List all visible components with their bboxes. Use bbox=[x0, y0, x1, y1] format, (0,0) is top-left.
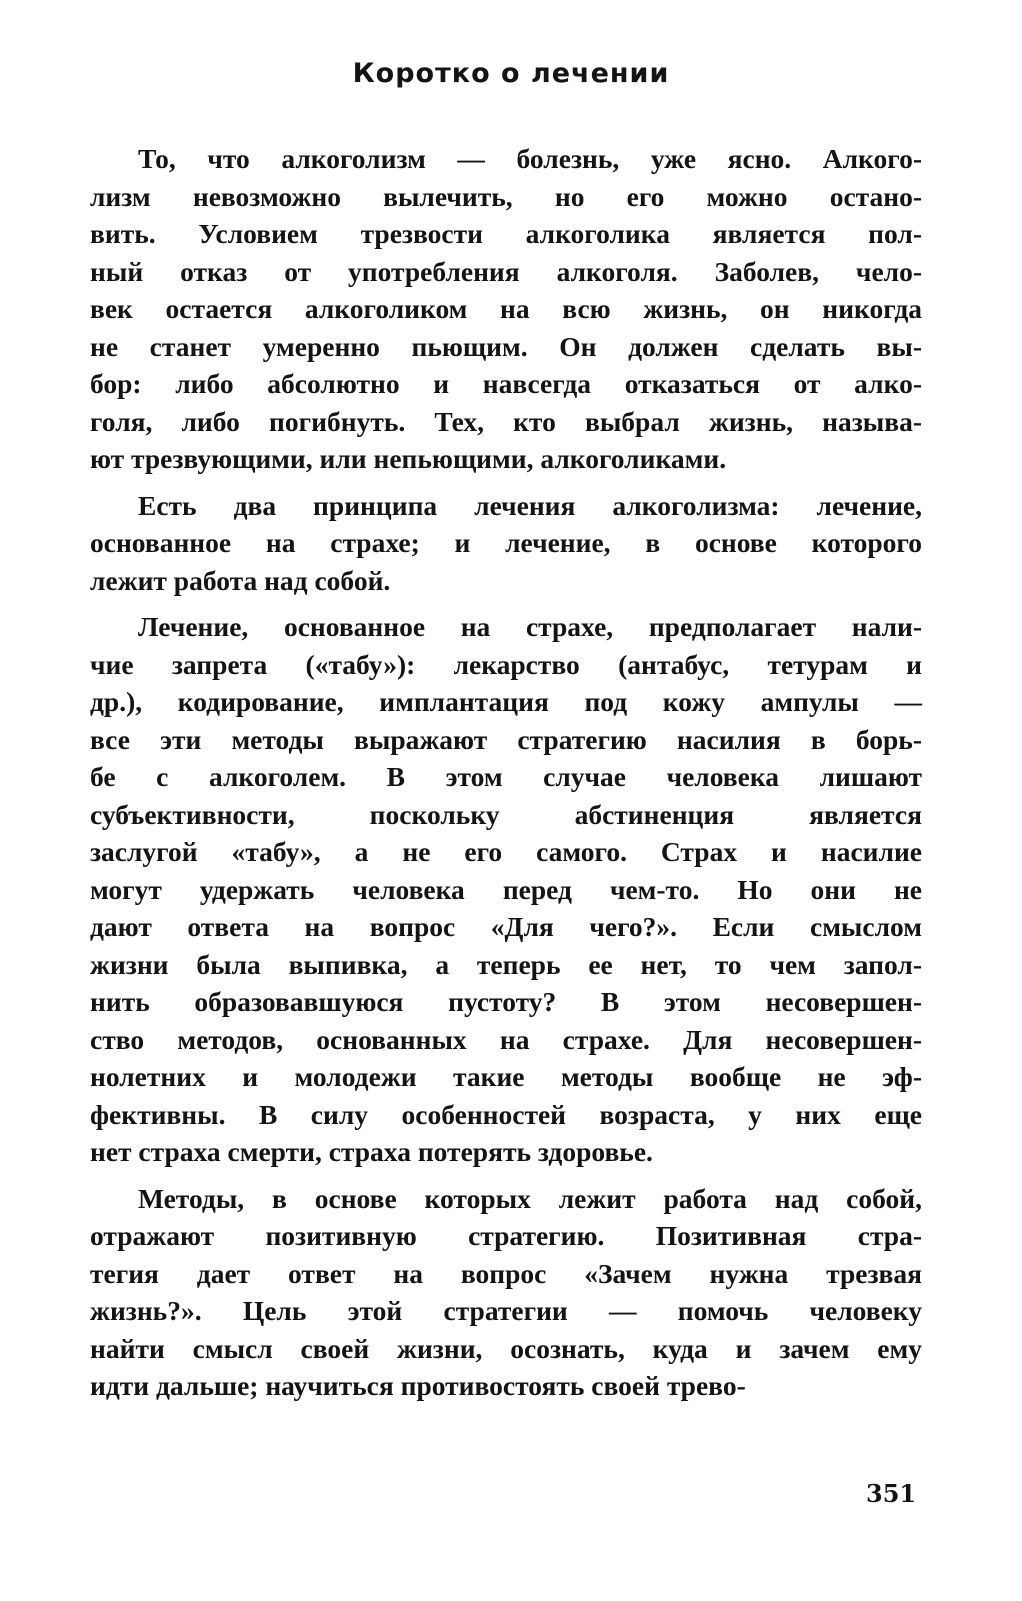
text-line: нет страха смерти, страха потерять здоровье. bbox=[90, 1136, 653, 1167]
text-line: лежит работа над собой. bbox=[90, 564, 391, 596]
text-line: основанное на страхе; и лечение, в основе которого bbox=[90, 527, 922, 558]
chapter-title: Коротко о лечении bbox=[352, 58, 670, 89]
text-line: жизнь?». Цель этой стратегии — помочь человеку bbox=[90, 1295, 922, 1326]
text-line: Есть два принципа лечения алкоголизма: лечение, bbox=[138, 489, 922, 521]
paragraph bbox=[90, 140, 922, 478]
text-line: лизм невозможно вылечить, но его можно остано- bbox=[90, 180, 922, 212]
text-line: все эти методы выражают стратегию насилия в борь- bbox=[90, 723, 922, 755]
text-line: др.), кодирование, имплантация под кожу ампулы — bbox=[90, 686, 922, 717]
text-line: ство методов, основанных на страхе. Для несовершен- bbox=[90, 1023, 922, 1055]
text-line: То, что алкоголизм — болезнь, уже ясно. Алкого- bbox=[138, 143, 922, 174]
text-line: голя, либо погибнуть. Тех, кто выбрал жизнь, называ- bbox=[90, 405, 922, 437]
text-line: тегия дает ответ на вопрос «Зачем нужна трезвая bbox=[90, 1257, 922, 1289]
text-line: найти смысл своей жизни, осознать, куда и зачем ему bbox=[90, 1332, 922, 1364]
text-line: бе с алкоголем. В этом случае человека лишают bbox=[90, 761, 922, 792]
text-line: фективны. В силу особенностей возраста, у них еще bbox=[90, 1098, 922, 1130]
paragraph bbox=[90, 608, 922, 1171]
body-text bbox=[90, 140, 922, 1414]
text-line: заслугой «табу», а не его самого. Страх и насилие bbox=[90, 836, 922, 867]
text-line: Методы, в основе которых лежит работа над собой, bbox=[138, 1182, 922, 1214]
text-line: не станет умеренно пьющим. Он должен сделать вы- bbox=[90, 330, 922, 362]
text-line: ный отказ от употребления алкоголя. Заболев, чело- bbox=[90, 255, 922, 287]
text-line: отражают позитивную стратегию. Позитивная стра- bbox=[90, 1220, 922, 1251]
text-line: нолетних и молодежи такие методы вообще не эф- bbox=[90, 1061, 922, 1092]
text-line: идти дальше; научиться противостоять своей трево- bbox=[90, 1370, 746, 1401]
text-line: дают ответа на вопрос «Для чего?». Если смыслом bbox=[90, 911, 922, 942]
text-line: могут удержать человека перед чем-то. Но они не bbox=[90, 873, 922, 905]
text-line: бор: либо абсолютно и навсегда отказаться от алко- bbox=[90, 368, 922, 399]
page-number: 351 bbox=[866, 1479, 917, 1508]
text-line: век остается алкоголиком на всю жизнь, он никогда bbox=[90, 293, 922, 324]
text-line: нить образовавшуюся пустоту? В этом несовершен- bbox=[90, 986, 922, 1017]
paragraph bbox=[90, 1180, 922, 1405]
text-line: вить. Условием трезвости алкоголика является пол- bbox=[90, 218, 922, 249]
text-line: ют трезвующими, или непьющими, алкоголиками. bbox=[90, 443, 727, 474]
text-line: Лечение, основанное на страхе, предполагает нали- bbox=[138, 611, 922, 642]
text-line: жизни была выпивка, а теперь ее нет, то чем запол- bbox=[90, 948, 922, 980]
text-line: чие запрета («табу»): лекарство (антабус, тетурам и bbox=[90, 648, 922, 680]
text-line: субъективности, поскольку абстиненция является bbox=[90, 798, 922, 830]
paragraph bbox=[90, 487, 922, 600]
